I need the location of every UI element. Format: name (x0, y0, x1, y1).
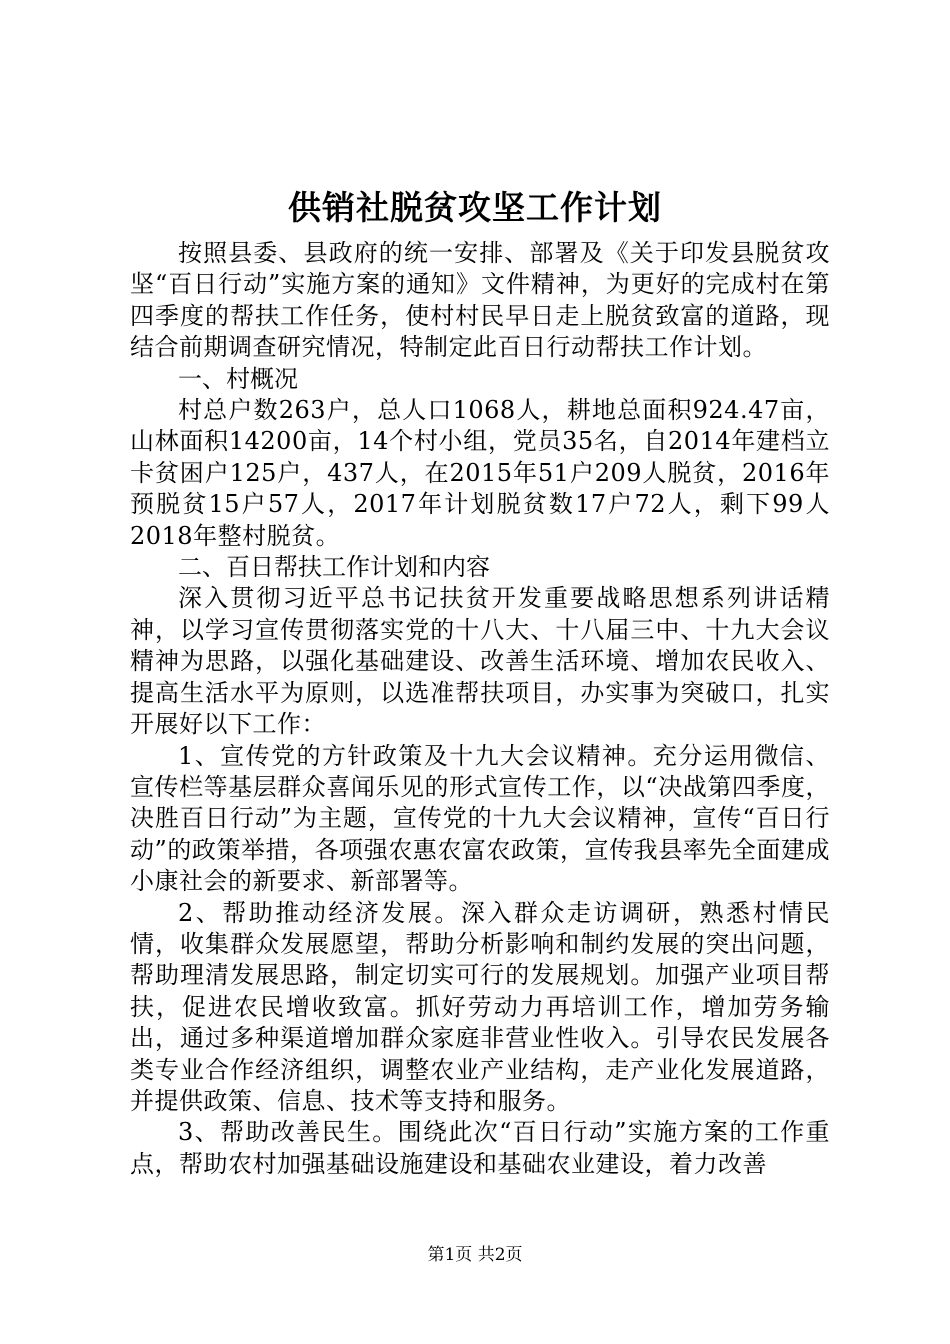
plan-intro-paragraph: 深入贯彻习近平总书记扶贫开发重要战略思想系列讲话精神，以学习宣传贯彻落实党的十八大、十八届三中、十九大会议精神为思路，以强化基础建设、改善生活环境、增加农民收入、提高生活水平为原则，以选准帮扶项目，办实事为突破口，扎实开展好以下工作： (130, 584, 830, 739)
section-heading-plan-content: 二、百日帮扶工作计划和内容 (178, 553, 490, 582)
intro-paragraph: 按照县委、县政府的统一安排、部署及《关于印发县脱贫攻坚“百日行动”实施方案的通知》文件精神，为更好的完成村在第四季度的帮扶工作任务，使村村民早日走上脱贫致富的道路，现结合前期调查研究情况，特制定此百日行动帮扶工作计划。 (130, 239, 830, 362)
plan-item-1-paragraph: 1、宣传党的方针政策及十九大会议精神。充分运用微信、宣传栏等基层群众喜闻乐见的形式宣传工作，以“决战第四季度，决胜百日行动”为主题，宣传党的十九大会议精神，宣传“百日行动”的政策举措，各项强农惠农富农政策，宣传我县率先全面建成小康社会的新要求、新部署等。 (130, 741, 830, 896)
page-footer: 第1页 共2页 (427, 1245, 523, 1265)
section-heading-village-overview: 一、村概况 (178, 364, 298, 393)
village-overview-paragraph: 村总户数263户，总人口1068人，耕地总面积924.47亩，山林面积14200亩，14个村小组，党员35名，自2014年建档立卡贫困户125户，437人，在2015年51户209人脱贫，2016年预脱贫15户57人，2017年计划脱贫数17户72人，剩下99人2018年整村脱贫。 (130, 396, 830, 550)
document-title: 供销社脱贫攻坚工作计划 (288, 188, 662, 227)
plan-item-2-paragraph: 2、帮助推动经济发展。深入群众走访调研，熟悉村情民情，收集群众发展愿望，帮助分析影响和制约发展的突出问题，帮助理清发展思路，制定切实可行的发展规划。加强产业项目帮扶，促进农民增收致富。抓好劳动力再培训工作，增加劳务输出，通过多种渠道增加群众家庭非营业性收入。引导农民发展各类专业合作经济组织，调整农业产业结构，走产业化发展道路，并提供政策、信息、技术等支持和服务。 (130, 898, 830, 1115)
plan-item-3-paragraph: 3、帮助改善民生。围绕此次“百日行动”实施方案的工作重点，帮助农村加强基础设施建设和基础农业建设，着力改善 (130, 1118, 830, 1178)
document-body (130, 238, 830, 1180)
